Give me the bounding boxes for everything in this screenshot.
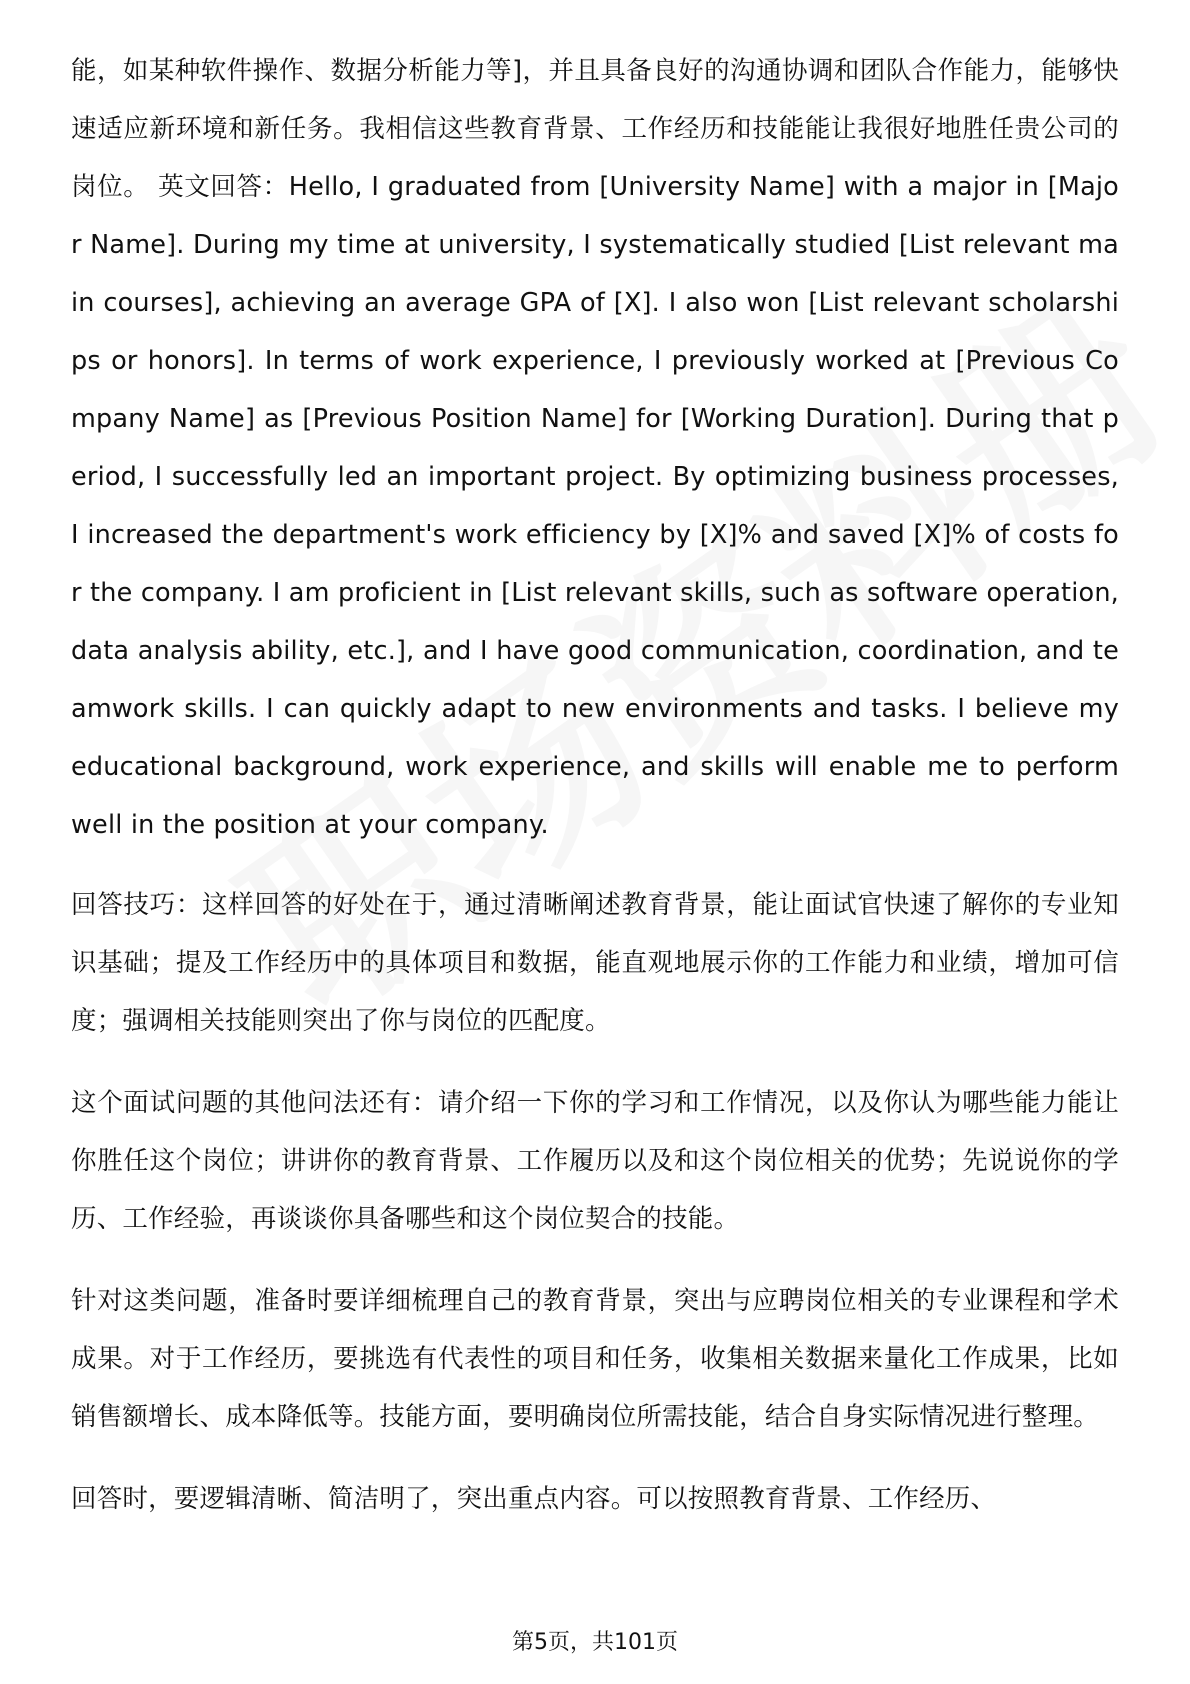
page-footer: 第5页，共101页 xyxy=(512,1630,678,1655)
paragraph-preparation-advice: 针对这类问题，准备时要详细梳理自己的教育背景，突出与应聘岗位相关的专业课程和学术成果。对于工作经历，要挑选有代表性的项目和任务，收集相关数据来量化工作成果，比如销售额增长、成本降低等。技能方面，要明确岗位所需技能，结合自身实际情况进行整理。 xyxy=(71,1286,1119,1432)
document-body xyxy=(71,42,1119,1552)
paragraph-answer-tips: 回答技巧：这样回答的好处在于，通过清晰阐述教育背景，能让面试官快速了解你的专业知识基础；提及工作经历中的具体项目和数据，能直观地展示你的工作能力和业绩，增加可信度；强调相关技能则突出了你与岗位的匹配度。 xyxy=(71,890,1119,1036)
paragraph-answer-continuation: 能，如某种软件操作、数据分析能力等]，并且具备良好的沟通协调和团队合作能力，能够快速适应新环境和新任务。我相信这些教育背景、工作经历和技能能让我很好地胜任贵公司的岗位。 英文回答：Hello, I graduated from [University Name] with a major in [Major Name]. During my time at university, I systematically studied [List relevant main courses], achieving an average GPA of [X]. I also won [List relevant scholarships or honors]. In terms of work experience, I previously worked at [Previous Company Name] as [Previous Position Name] for [Working Duration]. During that period, I successfully led an important project. By optimizing business processes, I increased the department's work efficiency by [X]% and saved [X]% of costs for the company. I am proficient in [List relevant skills, such as software operation, data analysis ability, etc.], and I have good communication, coordination, and teamwork skills. I can quickly adapt to new environments and tasks. I believe my educational background, work experience, and skills will enable me to perform well in the position at your company. xyxy=(71,56,1119,840)
paragraph-alternative-questions: 这个面试问题的其他问法还有：请介绍一下你的学习和工作情况，以及你认为哪些能力能让你胜任这个岗位；讲讲你的教育背景、工作履历以及和这个岗位相关的优势；先说说你的学历、工作经验，再谈谈你具备哪些和这个岗位契合的技能。 xyxy=(71,1088,1119,1234)
paragraph-answering-advice: 回答时，要逻辑清晰、简洁明了，突出重点内容。可以按照教育背景、工作经历、 xyxy=(71,1484,997,1514)
